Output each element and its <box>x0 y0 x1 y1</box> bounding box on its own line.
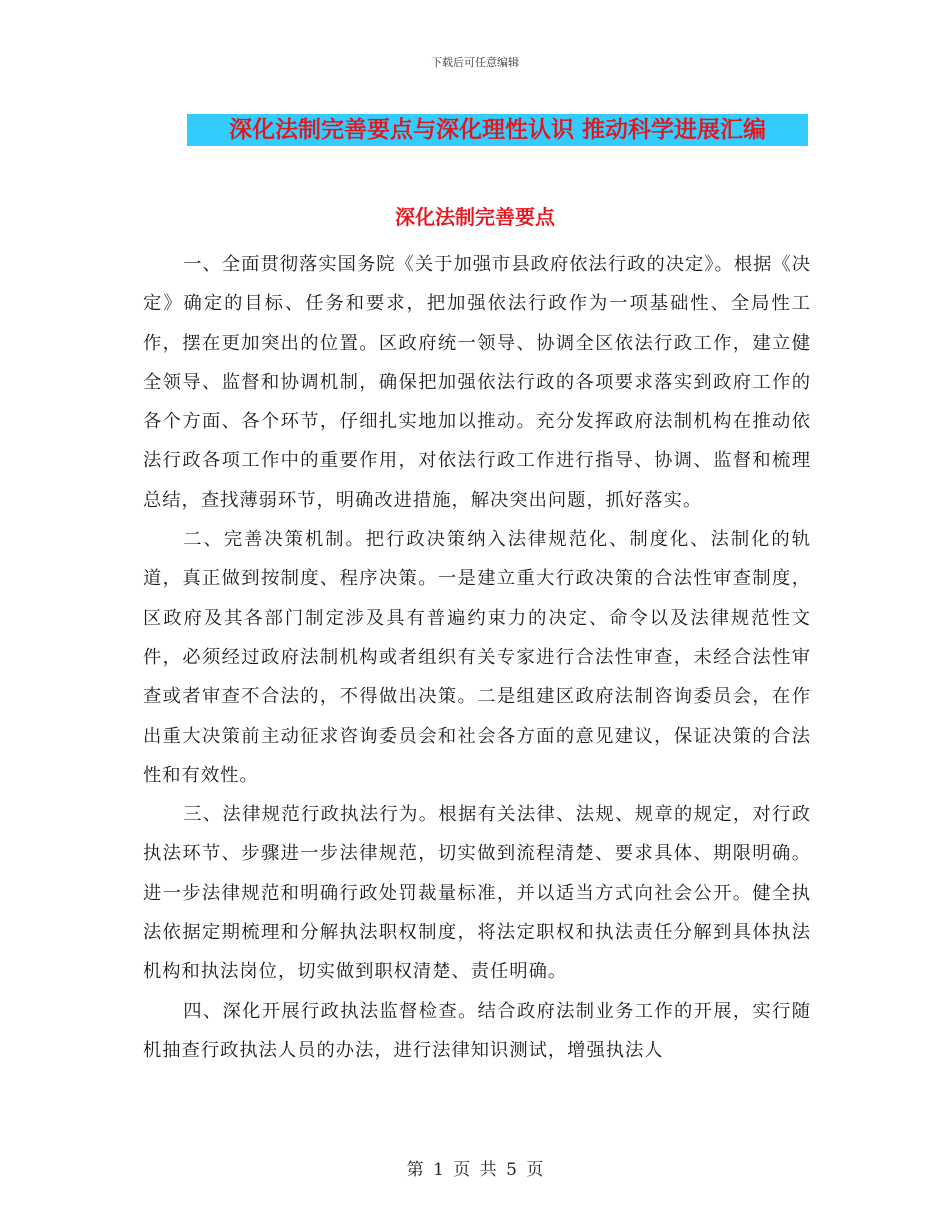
page-header-note: 下载后可任意编辑 <box>431 56 519 69</box>
paragraph-4: 四、深化开展行政执法监督检查。结合政府法制业务工作的开展，实行随机抽查行政执法人员的办法，进行法律知识测试，增强执法人 <box>143 1000 811 1061</box>
document-title: 深化法制完善要点与深化理性认识 推动科学进展汇编 <box>187 114 808 146</box>
paragraph-2: 二、完善决策机制。把行政决策纳入法律规范化、制度化、法制化的轨道，真正做到按制度、程序决策。一是建立重大行政决策的合法性审查制度，区政府及其各部门制定涉及具有普遍约束力的决定、命令以及法律规范性文件，必须经过政府法制机构或者组织有关专家进行合法性审查，未经合法性审查或者审查不合法的，不得做出决策。二是组建区政府法制咨询委员会，在作出重大决策前主动征求咨询委员会和社会各方面的意见建议，保证决策的合法性和有效性。 <box>143 529 811 786</box>
paragraph-3: 三、法律规范行政执法行为。根据有关法律、法规、规章的规定，对行政执法环节、步骤进一步法律规范，切实做到流程清楚、要求具体、期限明确。进一步法律规范和明确行政处罚裁量标准，并以适当方式向社会公开。健全执法依据定期梳理和分解执法职权制度，将法定职权和执法责任分解到具体执法机构和执法岗位，切实做到职权清楚、责任明确。 <box>143 804 811 983</box>
section-heading: 深化法制完善要点 <box>395 205 555 229</box>
paragraph-1: 一、全面贯彻落实国务院《关于加强市县政府依法行政的决定》。根据《决定》确定的目标、任务和要求，把加强依法行政作为一项基础性、全局性工作，摆在更加突出的位置。区政府统一领导、协调全区依法行政工作，建立健全领导、监督和协调机制，确保把加强依法行政的各项要求落实到政府工作的各个方面、各个环节，仔细扎实地加以推动。充分发挥政府法制机构在推动依法行政各项工作中的重要作用，对依法行政工作进行指导、协调、监督和梳理总结，查找薄弱环节，明确改进措施，解决突出问题，抓好落实。 <box>143 254 811 511</box>
document-body <box>143 245 811 1070</box>
page-footer-number: 第 1 页 共 5 页 <box>406 1160 544 1180</box>
